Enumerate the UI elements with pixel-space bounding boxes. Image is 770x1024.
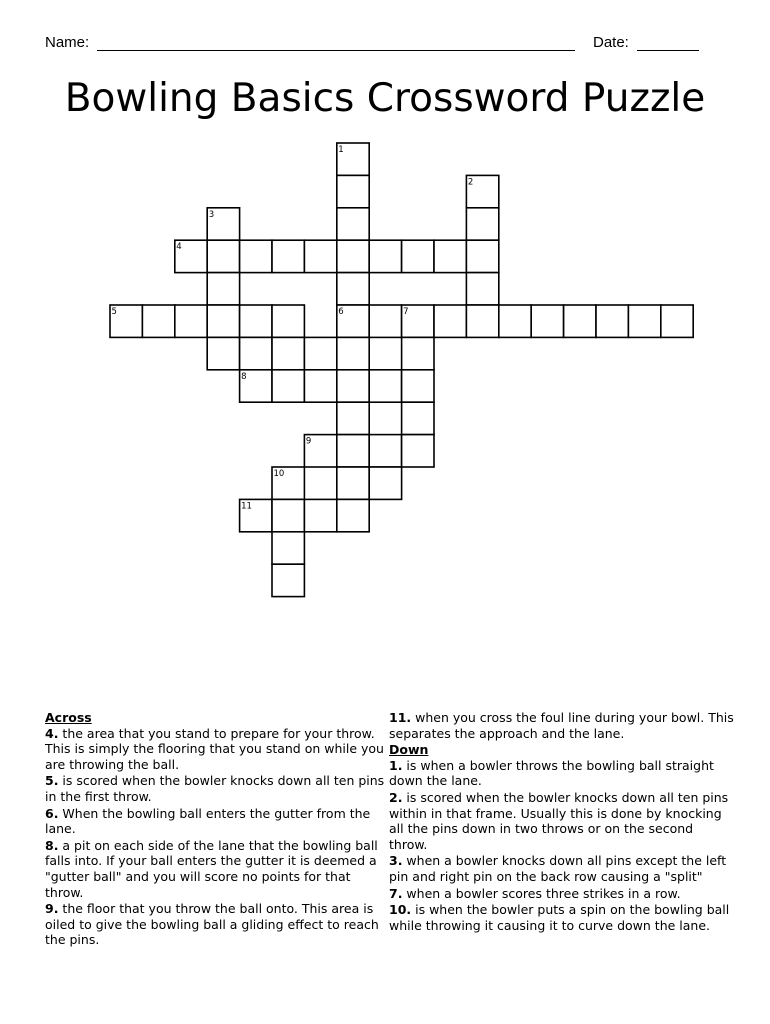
grid-cell[interactable] <box>337 370 369 402</box>
clue-number-label: 4. <box>45 725 59 741</box>
grid-cell[interactable] <box>207 305 239 337</box>
clue-number: 6 <box>338 307 344 317</box>
clue-text: When the bowling ball enters the gutter from the lane. <box>45 805 371 837</box>
clue-number-label: 3. <box>389 853 403 869</box>
across-clue <box>45 726 385 773</box>
grid-cell[interactable] <box>369 240 401 272</box>
grid-cell[interactable] <box>240 305 272 337</box>
grid-cell[interactable] <box>337 402 369 434</box>
clue-number: 4 <box>176 242 182 253</box>
clue-number: 7 <box>403 307 409 317</box>
grid-cell[interactable] <box>337 499 369 531</box>
clue-number-label: 2. <box>389 789 403 805</box>
clue-number-label: 7. <box>389 885 403 901</box>
grid-cell[interactable] <box>240 337 272 369</box>
grid-cell[interactable] <box>531 305 563 337</box>
clue-text: is when a bowler throws the bowling ball straight down the lane. <box>389 757 714 789</box>
grid-cell[interactable] <box>272 499 304 531</box>
clue-number-label: 11. <box>389 710 412 725</box>
clue-number: 1 <box>338 145 344 155</box>
down-heading: Down <box>389 742 429 758</box>
date-label: Date: <box>593 34 629 51</box>
grid-cell[interactable] <box>304 240 336 272</box>
grid-cell[interactable] <box>402 435 434 467</box>
clue-number-label: 6. <box>45 805 59 821</box>
clue-number: 10 <box>273 469 285 479</box>
clue-number: 5 <box>111 307 117 317</box>
grid-cell[interactable] <box>337 337 369 369</box>
page-title: Bowling Basics Crossword Puzzle <box>64 76 706 121</box>
grid-cell[interactable] <box>369 435 401 467</box>
down-clue <box>389 853 734 884</box>
grid-cell[interactable] <box>466 208 498 240</box>
grid-cell[interactable] <box>402 337 434 369</box>
grid-cell[interactable] <box>337 273 369 305</box>
grid-cell[interactable] <box>466 240 498 272</box>
across-clue <box>45 773 385 804</box>
grid-cell[interactable] <box>466 305 498 337</box>
grid-cell[interactable] <box>337 208 369 240</box>
grid-cell[interactable] <box>272 305 304 337</box>
grid-cell[interactable] <box>337 435 369 467</box>
clue-text: the area that you stand to prepare for your throw. This is simply the flooring that you stand on while you are throwing the ball. <box>45 725 384 772</box>
clue-number: 2 <box>467 177 474 188</box>
clue-text: the floor that you throw the ball onto. This area is oiled to give the bowling ball a gliding effect to reach the pins. <box>45 901 379 948</box>
grid-cell[interactable] <box>272 532 304 564</box>
across-heading: Across <box>45 710 92 725</box>
clue-text: when a bowler scores three strikes in a row. <box>402 885 681 901</box>
down-clue <box>389 758 734 789</box>
across-clues <box>45 710 385 949</box>
grid-cell[interactable] <box>628 305 660 337</box>
grid-cell[interactable] <box>207 273 239 305</box>
clue-number: 8 <box>241 371 247 382</box>
across-clue <box>45 901 385 948</box>
grid-cell[interactable] <box>564 305 596 337</box>
clue-number: 3 <box>208 209 215 220</box>
grid-cell[interactable] <box>175 305 207 337</box>
grid-cell[interactable] <box>337 467 369 499</box>
grid-cell[interactable] <box>434 240 466 272</box>
clue-number-label: 10. <box>389 902 412 918</box>
grid-cell[interactable] <box>272 370 304 402</box>
down-clue <box>389 902 734 933</box>
across-clue <box>45 806 385 837</box>
grid-cell[interactable] <box>304 337 336 369</box>
grid-cell[interactable] <box>337 175 369 207</box>
clue-text: is scored when the bowler knocks down all ten pins within in that frame. Usually this is done by knocking all the pins down in two throws or on the second throw. <box>389 789 729 852</box>
grid-cell[interactable] <box>369 370 401 402</box>
clue-text: is scored when the bowler knocks down all ten pins in the first throw. <box>45 773 385 804</box>
clue-text: when you cross the foul line during your bowl. This separates the approach and the lane. <box>389 710 734 741</box>
clue-text: is when the bowler puts a spin on the bowling ball while throwing it causing it to curve down the lane. <box>389 902 730 933</box>
grid-cell[interactable] <box>402 240 434 272</box>
grid-cell[interactable] <box>272 240 304 272</box>
grid-cell[interactable] <box>272 337 304 369</box>
clue-number-label: 1. <box>389 757 403 773</box>
grid-cell[interactable] <box>272 564 304 596</box>
clue-number: 9 <box>305 436 312 447</box>
grid-cell[interactable] <box>142 305 174 337</box>
clue-text: when a bowler knocks down all pins except the left pin and right pin on the back row causing a "split" <box>389 853 727 884</box>
grid-cell[interactable] <box>402 370 434 402</box>
name-label: Name: <box>45 34 90 51</box>
grid-cell[interactable] <box>207 240 239 272</box>
grid-cell[interactable] <box>304 370 336 402</box>
down-clue <box>389 790 734 852</box>
clue-number-label: 9. <box>45 901 59 917</box>
grid-cell[interactable] <box>337 240 369 272</box>
clue-number-label: 5. <box>45 773 59 789</box>
grid-cell[interactable] <box>466 273 498 305</box>
grid-cell[interactable] <box>304 499 336 531</box>
grid-cell[interactable] <box>661 305 693 337</box>
down-clues <box>389 710 734 934</box>
clue-text: a pit on each side of the lane that the bowling ball falls into. If your ball enters the gutter it is deemed a "gutter ball" and you will score no points for that throw. <box>45 837 378 900</box>
grid-cell[interactable] <box>596 305 628 337</box>
down-clue <box>389 886 734 902</box>
clue-number: 11 <box>241 501 252 512</box>
grid-cell[interactable] <box>499 305 531 337</box>
across-clue <box>389 710 734 741</box>
grid-cell[interactable] <box>240 240 272 272</box>
grid-cell[interactable] <box>402 402 434 434</box>
clue-number-label: 8. <box>45 837 59 853</box>
grid-cell[interactable] <box>369 305 401 337</box>
grid-cell[interactable] <box>207 337 239 369</box>
across-clue <box>45 838 385 900</box>
grid-cell[interactable] <box>369 467 401 499</box>
grid-cell[interactable] <box>434 305 466 337</box>
